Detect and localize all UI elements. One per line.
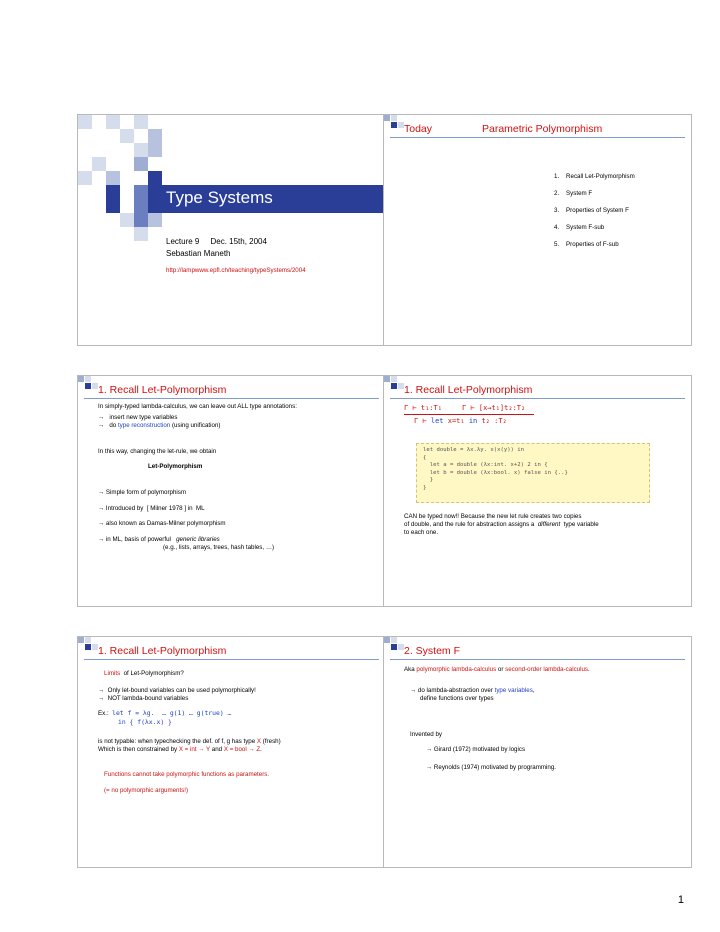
deco-square xyxy=(148,143,162,157)
slide-heading: 1. Recall Let-Polymorphism xyxy=(404,384,533,396)
course-url[interactable]: http://lampwww.epfl.ch/teaching/typeSystems/2004 xyxy=(166,267,306,274)
heading-rule xyxy=(390,398,685,399)
rule-premise: Γ ⊢ t₁:T₁ xyxy=(404,404,442,412)
bullet: → Only let-bound variables can be used polymorphically! xyxy=(98,687,256,694)
explanation: Which is then constrained by X = int → Y and X = bool → Z. xyxy=(98,746,262,753)
bullet: → also known as Damas-Milner polymorphism xyxy=(98,520,226,527)
slide-title xyxy=(77,114,386,346)
list-item: 1. Recall Let-Polymorphism xyxy=(554,173,635,180)
deco-square xyxy=(85,644,91,650)
heading-rule xyxy=(390,137,685,138)
slide-heading: 1. Recall Let-Polymorphism xyxy=(98,384,227,396)
deco-square xyxy=(106,115,120,129)
author-line: Sebastian Maneth xyxy=(166,249,231,258)
slide-today xyxy=(383,114,692,346)
bullet: → Simple form of polymorphism xyxy=(98,489,187,496)
slide-let-poly-1 xyxy=(77,375,386,607)
bullet: → insert new type variables xyxy=(98,414,178,421)
deco-square xyxy=(384,637,390,643)
bullet: → Reynolds (1974) motivated by programming. xyxy=(426,764,556,771)
deco-square xyxy=(134,185,148,213)
conclusion: Functions cannot take polymorphic functions as parameters. xyxy=(104,771,270,778)
heading-rule xyxy=(84,398,379,399)
deco-square xyxy=(134,115,148,129)
example: Ex.: let f = λg. … g(1) … g(true) … xyxy=(98,709,232,717)
lecture-line: Lecture 9 Dec. 15th, 2004 xyxy=(166,237,267,246)
slide-heading: Today xyxy=(404,123,433,135)
deco-square xyxy=(134,143,148,157)
slide-system-f xyxy=(383,636,692,868)
deco-square xyxy=(391,637,397,643)
list-item: 3. Properties of System F xyxy=(554,207,629,214)
deco-square xyxy=(78,185,106,213)
bullet: → Girard (1972) motivated by logics xyxy=(426,746,526,753)
bullet: → in ML, basis of powerful generic libraries xyxy=(98,536,220,543)
deco-square xyxy=(120,213,134,227)
page-number: 1 xyxy=(677,894,684,906)
deco-square xyxy=(384,376,390,382)
paragraph: In this way, changing the let-rule, we obtain xyxy=(98,448,217,455)
deco-square xyxy=(384,115,390,121)
rule-conclusion: Γ ⊢ let x=t₁ in t₂ :T₂ xyxy=(414,417,507,425)
bullet-sub: define functions over types xyxy=(420,695,494,702)
rule-premise: Γ ⊢ [x→t₁]t₂:T₂ xyxy=(462,404,526,412)
question: Limits of Let-Polymorphism? xyxy=(104,670,184,677)
deco-square xyxy=(106,171,120,185)
heading-rule xyxy=(84,659,379,660)
bullet: → do type reconstruction (using unification) xyxy=(98,422,221,429)
list-item: 2. System F xyxy=(554,190,593,197)
list-item: 5. Properties of F-sub xyxy=(554,241,619,248)
deco-square xyxy=(391,383,397,389)
deco-square xyxy=(120,185,134,213)
slide-title-text: Type Systems xyxy=(166,188,273,207)
example-code: in { f(λx.x) } xyxy=(118,718,172,726)
deco-square xyxy=(148,213,162,227)
deco-square xyxy=(391,644,397,650)
bullet: → Introduced by [ Milner 1978 ] in ML xyxy=(98,505,205,512)
deco-square xyxy=(391,376,397,382)
heading-rule xyxy=(390,659,685,660)
slide-let-poly-2 xyxy=(383,375,692,607)
list-item: 4. System F-sub xyxy=(554,224,605,231)
bullet: → NOT lambda-bound variables xyxy=(98,695,189,702)
bullet-sub: (e.g., lists, arrays, trees, hash tables, …) xyxy=(163,544,275,551)
deco-square xyxy=(78,637,84,643)
slide-let-poly-limits xyxy=(77,636,386,868)
slide-heading: 2. System F xyxy=(404,645,461,657)
bold-term: Let-Polymorphism xyxy=(148,463,203,470)
deco-square xyxy=(78,115,92,129)
aka-line: Aka polymorphic lambda-calculus or second-order lambda-calculus. xyxy=(404,666,590,673)
deco-square xyxy=(78,376,84,382)
bullet: → do lambda-abstraction over type variables, xyxy=(410,687,535,694)
code-block: let double = λx.λy. x(x(y)) in { let a = double (λx:int. x+2) 2 in { let b = double (λx:bool. x) false in {..} } } xyxy=(416,443,650,503)
deco-square xyxy=(120,129,134,143)
intro-text: In simply-typed lambda-calculus, we can leave out ALL type annotations: xyxy=(98,403,297,410)
deco-square xyxy=(92,115,106,129)
deco-square xyxy=(134,213,148,227)
note-text: of double, and the rule for abstraction assigns a different type variable xyxy=(404,521,599,528)
deco-square xyxy=(134,157,148,171)
paragraph: Invented by xyxy=(410,731,442,738)
note-text: to each one. xyxy=(404,529,439,536)
rule-line xyxy=(404,414,534,415)
deco-square xyxy=(92,157,106,171)
deco-square xyxy=(85,637,91,643)
deco-square xyxy=(148,171,162,185)
deco-square xyxy=(134,227,148,241)
explanation: is not typable: when typechecking the def. of f, g has type X (fresh) xyxy=(98,738,281,745)
note-text: CAN be typed now!! Because the new let rule creates two copies xyxy=(404,513,582,520)
deco-square xyxy=(391,122,397,128)
slide-heading: 1. Recall Let-Polymorphism xyxy=(98,645,227,657)
deco-square xyxy=(106,185,120,213)
conclusion-note: (= no polymorphic arguments!) xyxy=(104,787,189,794)
deco-square xyxy=(391,115,397,121)
deco-square xyxy=(148,129,162,143)
deco-square xyxy=(85,376,91,382)
deco-square xyxy=(78,171,92,185)
deco-square xyxy=(85,383,91,389)
slide-heading-right: Parametric Polymorphism xyxy=(482,123,603,135)
